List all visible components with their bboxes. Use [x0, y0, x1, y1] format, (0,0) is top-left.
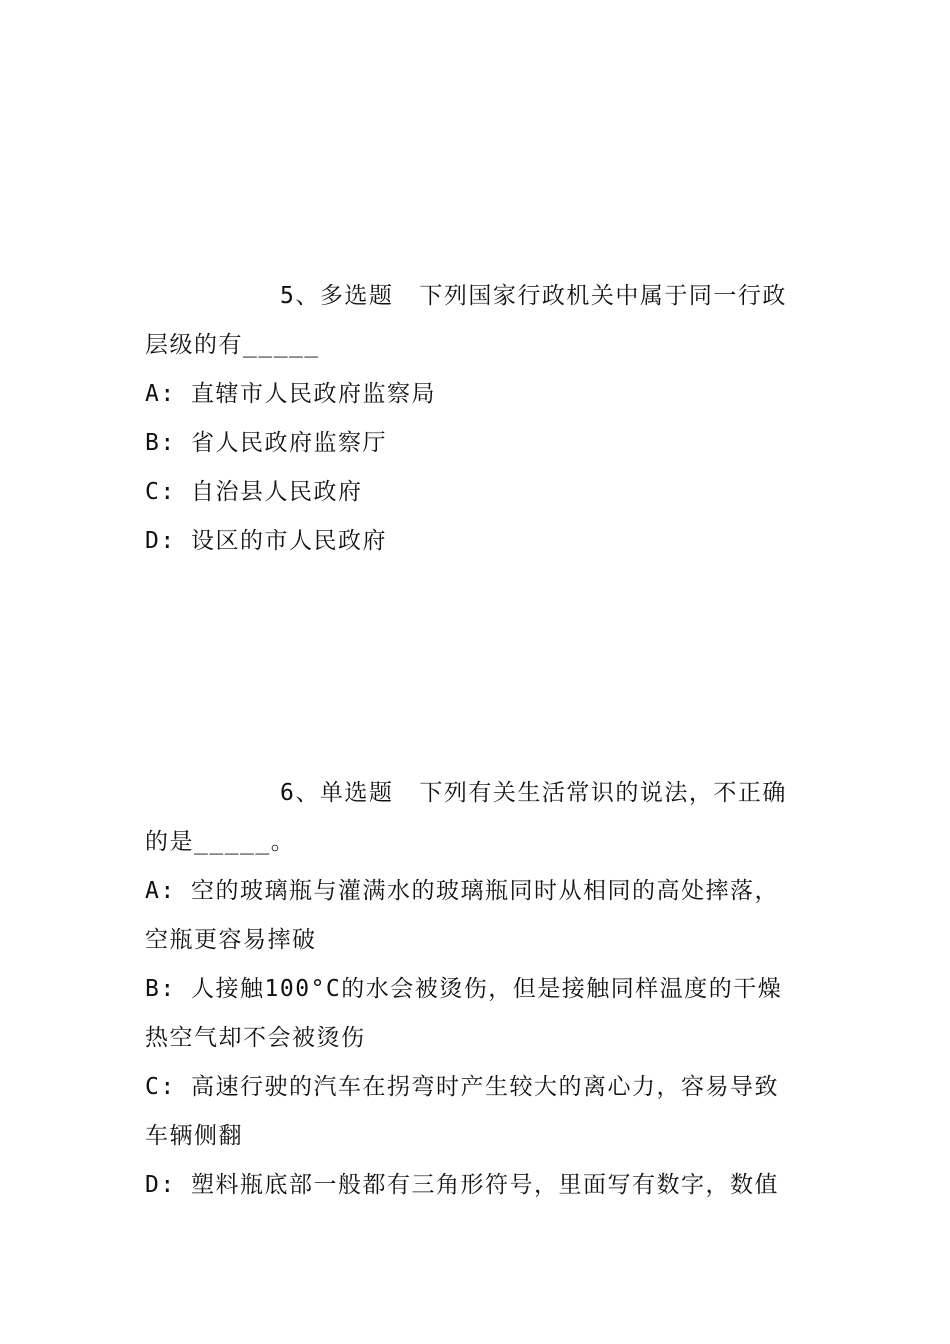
- question-stem-text: 下列有关生活常识的说法，不正确: [419, 780, 787, 806]
- option-c-line-1: C: 高速行驶的汽车在拐弯时产生较大的离心力，容易导致: [145, 1074, 780, 1100]
- option-c-line-2: 车辆侧翻: [145, 1123, 243, 1149]
- option-d-line-1: D: 塑料瓶底部一般都有三角形符号，里面写有数字，数值: [145, 1172, 780, 1198]
- question-6: [145, 780, 810, 1198]
- question-stem-text: 下列国家行政机关中属于同一行政: [419, 283, 787, 309]
- question-stem-line-2: 层级的有_____: [145, 332, 320, 358]
- question-stem-line-2: 的是_____。: [145, 829, 296, 855]
- option-b-line-1: B: 人接触100°C的水会被烫伤，但是接触同样温度的干燥: [145, 976, 783, 1002]
- option-b-line-2: 热空气却不会被烫伤: [145, 1025, 366, 1051]
- question-number: 5、: [280, 283, 320, 309]
- option-a-line-1: A: 空的玻璃瓶与灌满水的玻璃瓶同时从相同的高处摔落，: [145, 878, 780, 904]
- question-stem-line-1: [145, 283, 810, 309]
- option-a: A: 直辖市人民政府监察局: [145, 381, 437, 407]
- question-stem-line-1: [145, 780, 810, 806]
- option-a-line-2: 空瓶更容易摔破: [145, 927, 317, 953]
- question-type: 多选题: [319, 283, 394, 309]
- option-c: C: 自治县人民政府: [145, 479, 363, 505]
- option-b: B: 省人民政府监察厅: [145, 430, 388, 456]
- question-number: 6、: [280, 780, 320, 806]
- question-5: [145, 283, 810, 554]
- option-d: D: 设区的市人民政府: [145, 528, 388, 554]
- question-type: 单选题: [319, 780, 394, 806]
